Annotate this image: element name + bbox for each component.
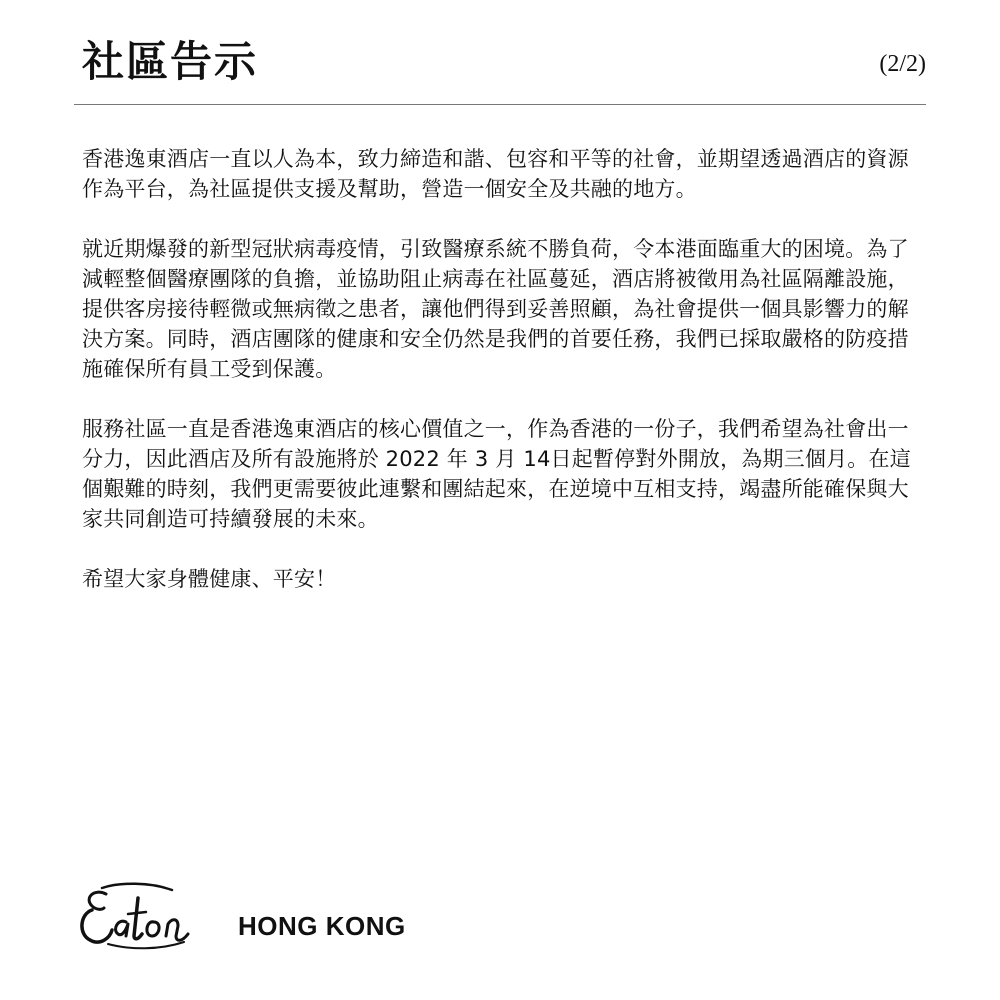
paragraph-closure: 服務社區一直是香港逸東酒店的核心價值之一，作為香港的一份子，我們希望為社會出一分力，因此酒店及所有設施將於 2022 年 3 月 14日起暫停對外開放，為期三個月。在這個艱難的時刻，我們更需要彼此連繫和團結起來，在逆境中互相支持，竭盡所能確保與大家共同創造可持續發展的未來。 [82,417,911,531]
page-title: 社區告示 [82,37,259,86]
header-divider [74,104,926,105]
notice-body [82,144,922,624]
page-indicator: (2/2) [879,51,926,77]
location-label: HONG KONG [238,911,406,941]
paragraph-wishes: 希望大家身體健康、平安！ [82,567,337,591]
paragraph-intro: 香港逸東酒店一直以人為本，致力締造和諧、包容和平等的社會，並期望透過酒店的資源作為平台，為社區提供支援及幫助，營造一個安全及共融的地方。 [82,147,909,201]
brand-footer [80,880,500,960]
eaton-logo [80,880,200,954]
notice-header [82,34,926,90]
paragraph-situation: 就近期爆發的新型冠狀病毒疫情，引致醫療系統不勝負荷，令本港面臨重大的困境。為了減輕整個醫療團隊的負擔，並協助阻止病毒在社區蔓延，酒店將被徵用為社區隔離設施，提供客房接待輕微或無病徵之患者，讓他們得到妥善照顧，為社會提供一個具影響力的解決方案。同時，酒店團隊的健康和安全仍然是我們的首要任務，我們已採取嚴格的防疫措施確保所有員工受到保護。 [82,237,909,381]
